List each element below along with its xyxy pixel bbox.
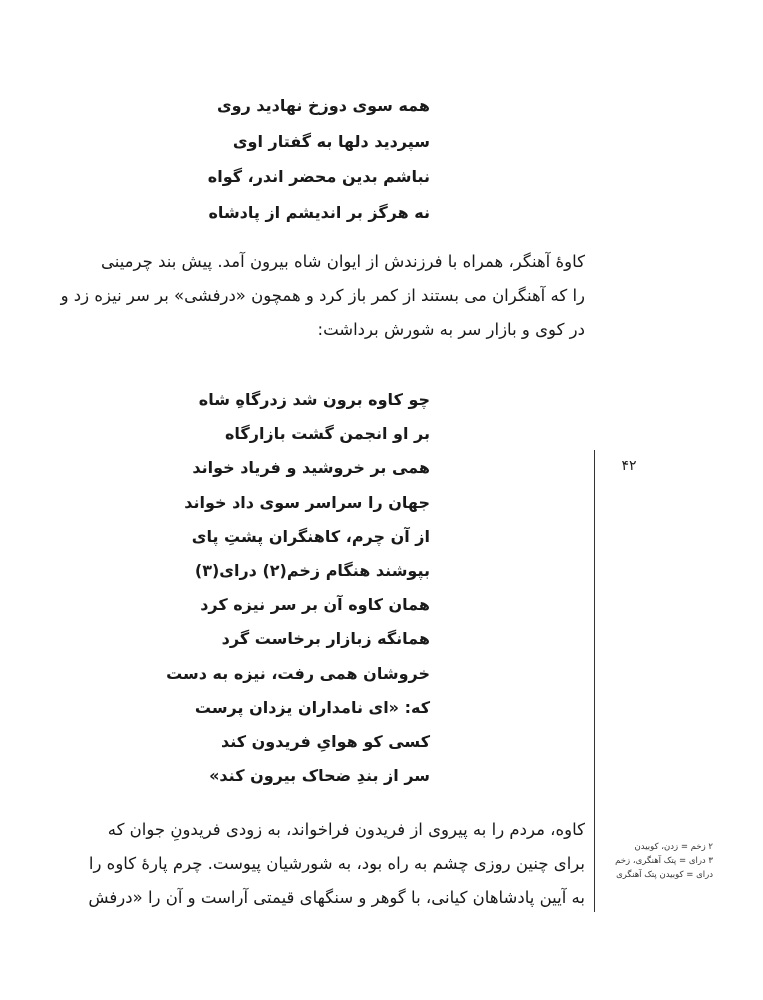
prose-line: را که آهنگران می بستند از کمر باز کرد و همچون «درفشی» بر سر نیزه زد و bbox=[60, 286, 585, 305]
prose-line: کاوهٔ آهنگر، همراه با فرزندش از ایوان شاه بیرون آمد. پیش بند چرمینی bbox=[100, 252, 585, 271]
verse-line: سر از بندِ ضحاک بیرون کند» bbox=[209, 766, 430, 786]
verse-line: بر او انجمن گشت بازارگاه bbox=[224, 424, 430, 444]
verse-block-top bbox=[208, 88, 430, 230]
footnote-item: درای = کوبیدن پتک آهنگری bbox=[616, 870, 713, 880]
verse-line: که: «ای نامداران یزدان پرست bbox=[194, 697, 430, 717]
verse-line: همان کاوه آن بر سر نیزه کرد bbox=[200, 595, 430, 615]
verse-line: خروشان همی رفت، نیزه به دست bbox=[166, 663, 430, 683]
prose-line: برای چنین روزی چشم به راه بود، به شورشیان پیوست. چرم پارهٔ کاوه را bbox=[88, 854, 585, 873]
verse-line: از آن چرم، کاهنگران پشتِ پای bbox=[191, 526, 430, 546]
verse-line: همه سوی دوزخ نهادید روی bbox=[217, 96, 430, 115]
verse-line: بپوشند هنگام زخم(۲) درای(۳) bbox=[194, 561, 430, 581]
page-number: ۴۲ bbox=[621, 458, 637, 474]
prose-paragraph-top bbox=[60, 245, 585, 347]
footnote-item: ۲ زخم = زدن، کوبیدن bbox=[634, 842, 713, 852]
verse-line: چو کاوه برون شد زدرگاهِ شاه bbox=[198, 390, 430, 409]
verse-line: نباشم بدین محضر اندر، گواه bbox=[207, 167, 430, 186]
verse-line: کسی کو هوایِ فریدون کند bbox=[220, 732, 430, 752]
verse-line: همی بر خروشید و فریاد خواند bbox=[192, 458, 430, 478]
verse-block-main bbox=[166, 383, 430, 793]
prose-line: به آیین پادشاهان کیانی، با گوهر و سنگهای قیمتی آراست و آن را «درفش bbox=[88, 888, 585, 907]
prose-paragraph-bottom bbox=[73, 813, 585, 915]
verse-line: همانگه زبازار برخاست گرد bbox=[221, 629, 430, 649]
footnote-item: ۳ درای = پتک آهنگری، زخم bbox=[615, 856, 713, 866]
prose-line: در کوی و بازار سر به شورش برداشت: bbox=[317, 320, 585, 339]
verse-line: جهان را سراسر سوی داد خواند bbox=[184, 492, 430, 512]
margin-divider-line bbox=[594, 450, 595, 912]
verse-line: سپردید دلها به گفتار اوی bbox=[232, 131, 430, 151]
verse-line: نه هرگز بر اندیشم از پادشاه bbox=[208, 202, 430, 222]
footnotes bbox=[605, 840, 713, 882]
prose-line: کاوه، مردم را به پیروی از فریدون فراخواند، به زودی فریدونِ جوان که bbox=[107, 820, 585, 839]
